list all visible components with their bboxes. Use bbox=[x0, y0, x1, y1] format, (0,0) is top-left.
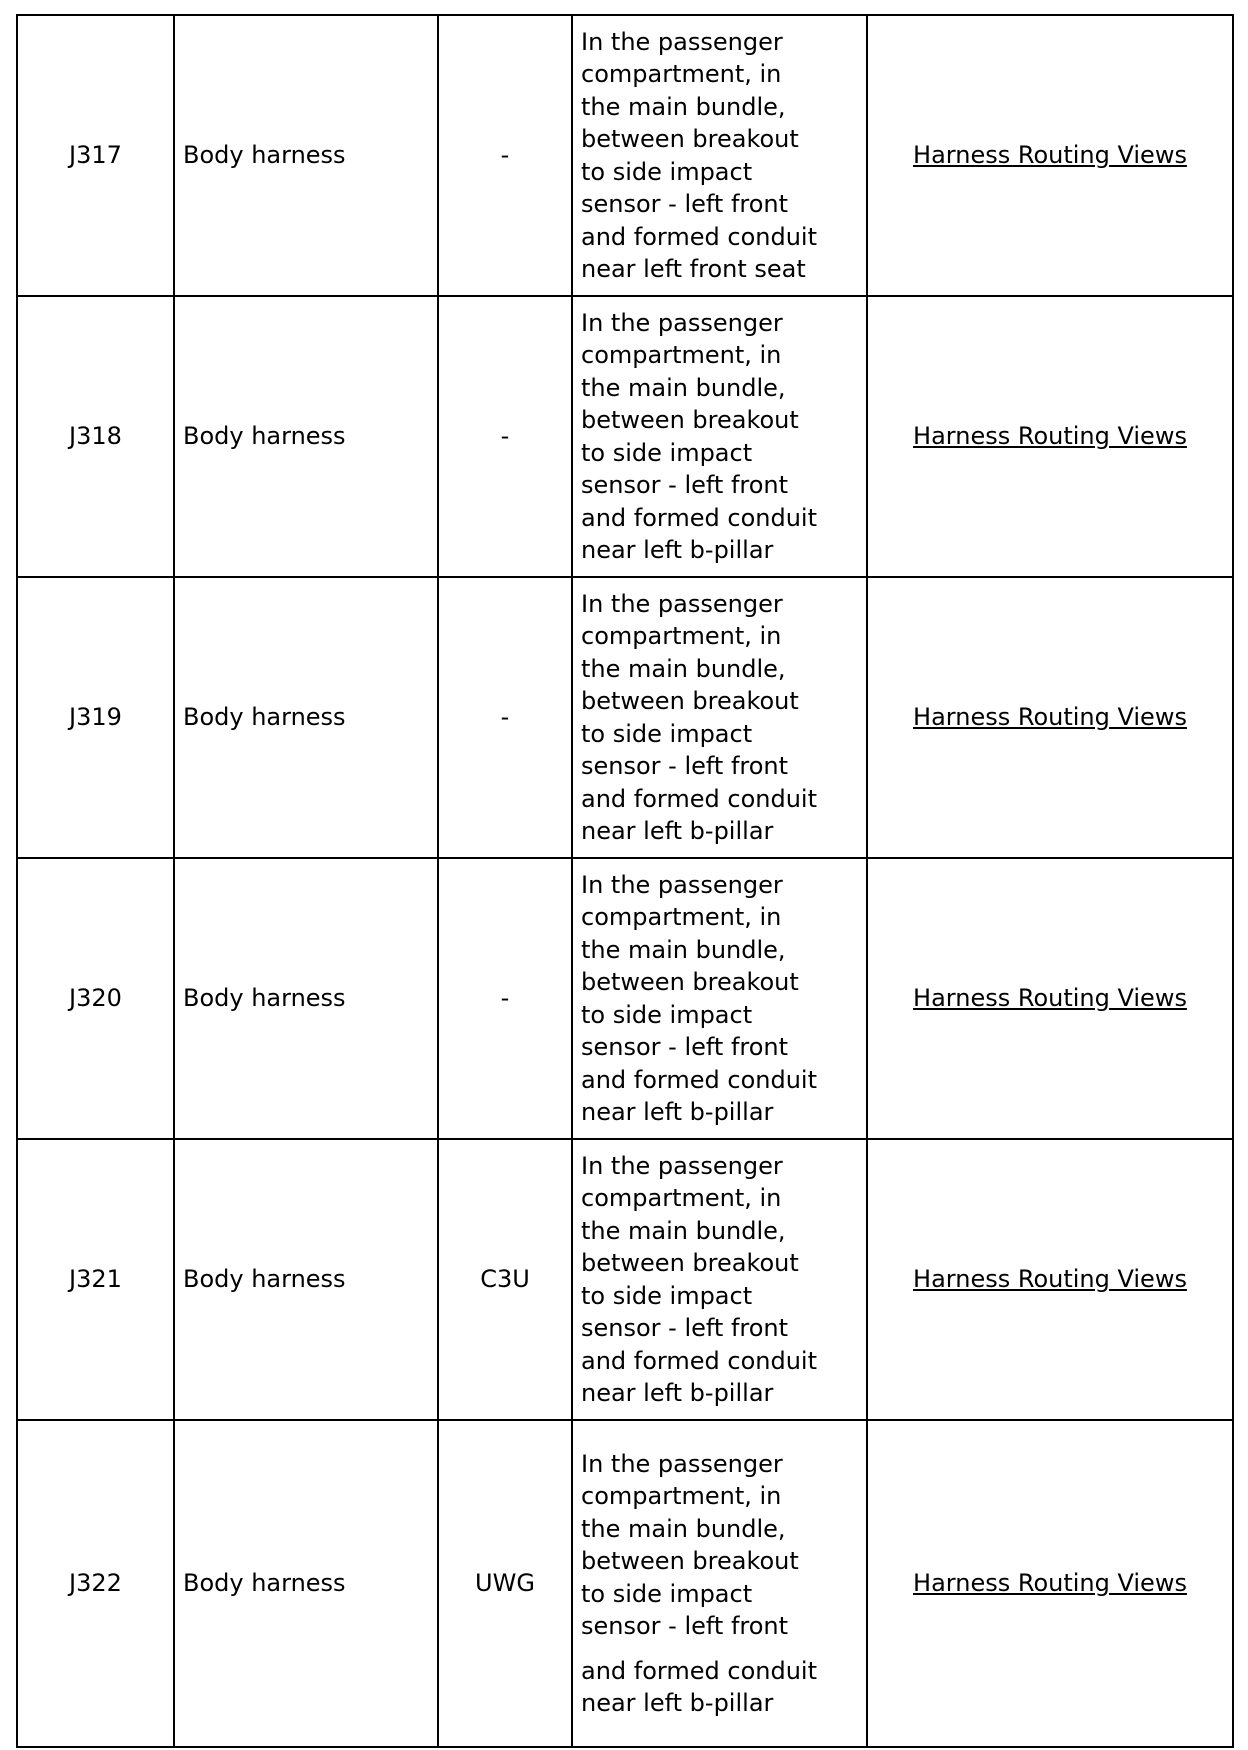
location-line: between breakout bbox=[581, 1547, 799, 1575]
location-line: In the passenger bbox=[581, 589, 783, 618]
location-line: sensor - left front bbox=[581, 471, 789, 499]
location-line: and formed conduit bbox=[581, 784, 817, 813]
location-line: compartment, in bbox=[581, 622, 782, 650]
location-description bbox=[572, 296, 867, 577]
option-code: UWG bbox=[438, 1420, 572, 1747]
table-row bbox=[17, 577, 1233, 858]
location-line: to side impact bbox=[581, 1281, 753, 1310]
location-line: near left b-pillar bbox=[581, 1689, 774, 1717]
location-line: the main bundle, bbox=[581, 935, 786, 964]
location-line: between breakout bbox=[581, 406, 799, 434]
location-line: to side impact bbox=[581, 1000, 753, 1029]
option-code: C3U bbox=[438, 1139, 572, 1420]
harness-name: Body harness bbox=[174, 296, 438, 577]
location-line: In the passenger bbox=[581, 870, 783, 899]
location-line: to side impact bbox=[581, 438, 753, 467]
location-line: compartment, in bbox=[581, 1482, 782, 1510]
harness-name: Body harness bbox=[174, 858, 438, 1139]
option-code: - bbox=[438, 858, 572, 1139]
location-line: between breakout bbox=[581, 125, 799, 153]
harness-routing-views-link[interactable]: Harness Routing Views bbox=[913, 703, 1187, 732]
location-line: near left b-pillar bbox=[581, 1098, 774, 1126]
harness-routing-views-link[interactable]: Harness Routing Views bbox=[913, 984, 1187, 1013]
location-line: and formed conduit bbox=[581, 1656, 817, 1685]
table-row bbox=[17, 15, 1233, 296]
harness-name: Body harness bbox=[174, 1139, 438, 1420]
location-line: to side impact bbox=[581, 1579, 753, 1608]
connector-id: J317 bbox=[17, 15, 174, 296]
option-code: - bbox=[438, 577, 572, 858]
harness-name: Body harness bbox=[174, 1420, 438, 1747]
table-row bbox=[17, 1420, 1233, 1747]
table-row bbox=[17, 858, 1233, 1139]
location-line: near left b-pillar bbox=[581, 817, 774, 845]
location-line: the main bundle, bbox=[581, 1216, 786, 1245]
location-description bbox=[572, 1420, 867, 1747]
harness-routing-views-link[interactable]: Harness Routing Views bbox=[913, 141, 1187, 170]
link-cell bbox=[867, 577, 1233, 858]
harness-name: Body harness bbox=[174, 15, 438, 296]
connector-id: J321 bbox=[17, 1139, 174, 1420]
harness-routing-views-link[interactable]: Harness Routing Views bbox=[913, 1569, 1187, 1598]
location-line: between breakout bbox=[581, 687, 799, 715]
location-line: compartment, in bbox=[581, 903, 782, 931]
connector-table bbox=[16, 14, 1234, 1748]
location-line: In the passenger bbox=[581, 1151, 783, 1180]
location-line: near left b-pillar bbox=[581, 536, 774, 564]
location-line: compartment, in bbox=[581, 1184, 782, 1212]
location-line: sensor - left front bbox=[581, 1314, 789, 1342]
harness-routing-views-link[interactable]: Harness Routing Views bbox=[913, 422, 1187, 451]
location-line: to side impact bbox=[581, 157, 753, 186]
option-code: - bbox=[438, 15, 572, 296]
location-line: In the passenger bbox=[581, 308, 783, 337]
location-line: near left b-pillar bbox=[581, 1379, 774, 1407]
location-line: and formed conduit bbox=[581, 222, 817, 251]
location-line: between breakout bbox=[581, 968, 799, 996]
harness-name: Body harness bbox=[174, 577, 438, 858]
location-line: the main bundle, bbox=[581, 92, 786, 121]
location-description bbox=[572, 1139, 867, 1420]
location-line: sensor - left front bbox=[581, 752, 789, 780]
location-line: compartment, in bbox=[581, 341, 782, 369]
location-line: and formed conduit bbox=[581, 503, 817, 532]
link-cell bbox=[867, 1139, 1233, 1420]
location-line: to side impact bbox=[581, 719, 753, 748]
location-line: sensor - left front bbox=[581, 190, 789, 218]
location-line: the main bundle, bbox=[581, 1514, 786, 1543]
option-code: - bbox=[438, 296, 572, 577]
connector-id: J319 bbox=[17, 577, 174, 858]
connector-id: J318 bbox=[17, 296, 174, 577]
location-description bbox=[572, 577, 867, 858]
location-line: sensor - left front bbox=[581, 1033, 789, 1061]
table-row bbox=[17, 1139, 1233, 1420]
location-line: sensor - left front bbox=[581, 1612, 789, 1640]
location-line: In the passenger bbox=[581, 1449, 783, 1478]
location-line: and formed conduit bbox=[581, 1065, 817, 1094]
location-line: compartment, in bbox=[581, 60, 782, 88]
location-line: and formed conduit bbox=[581, 1346, 817, 1375]
location-description bbox=[572, 15, 867, 296]
location-line: between breakout bbox=[581, 1249, 799, 1277]
location-description bbox=[572, 858, 867, 1139]
location-line: In the passenger bbox=[581, 27, 783, 56]
link-cell bbox=[867, 15, 1233, 296]
location-line: near left front seat bbox=[581, 255, 806, 283]
link-cell bbox=[867, 296, 1233, 577]
location-line: the main bundle, bbox=[581, 654, 786, 683]
location-line: the main bundle, bbox=[581, 373, 786, 402]
link-cell bbox=[867, 858, 1233, 1139]
table-row bbox=[17, 296, 1233, 577]
connector-id: J320 bbox=[17, 858, 174, 1139]
harness-routing-views-link[interactable]: Harness Routing Views bbox=[913, 1265, 1187, 1294]
connector-id: J322 bbox=[17, 1420, 174, 1747]
link-cell bbox=[867, 1420, 1233, 1747]
